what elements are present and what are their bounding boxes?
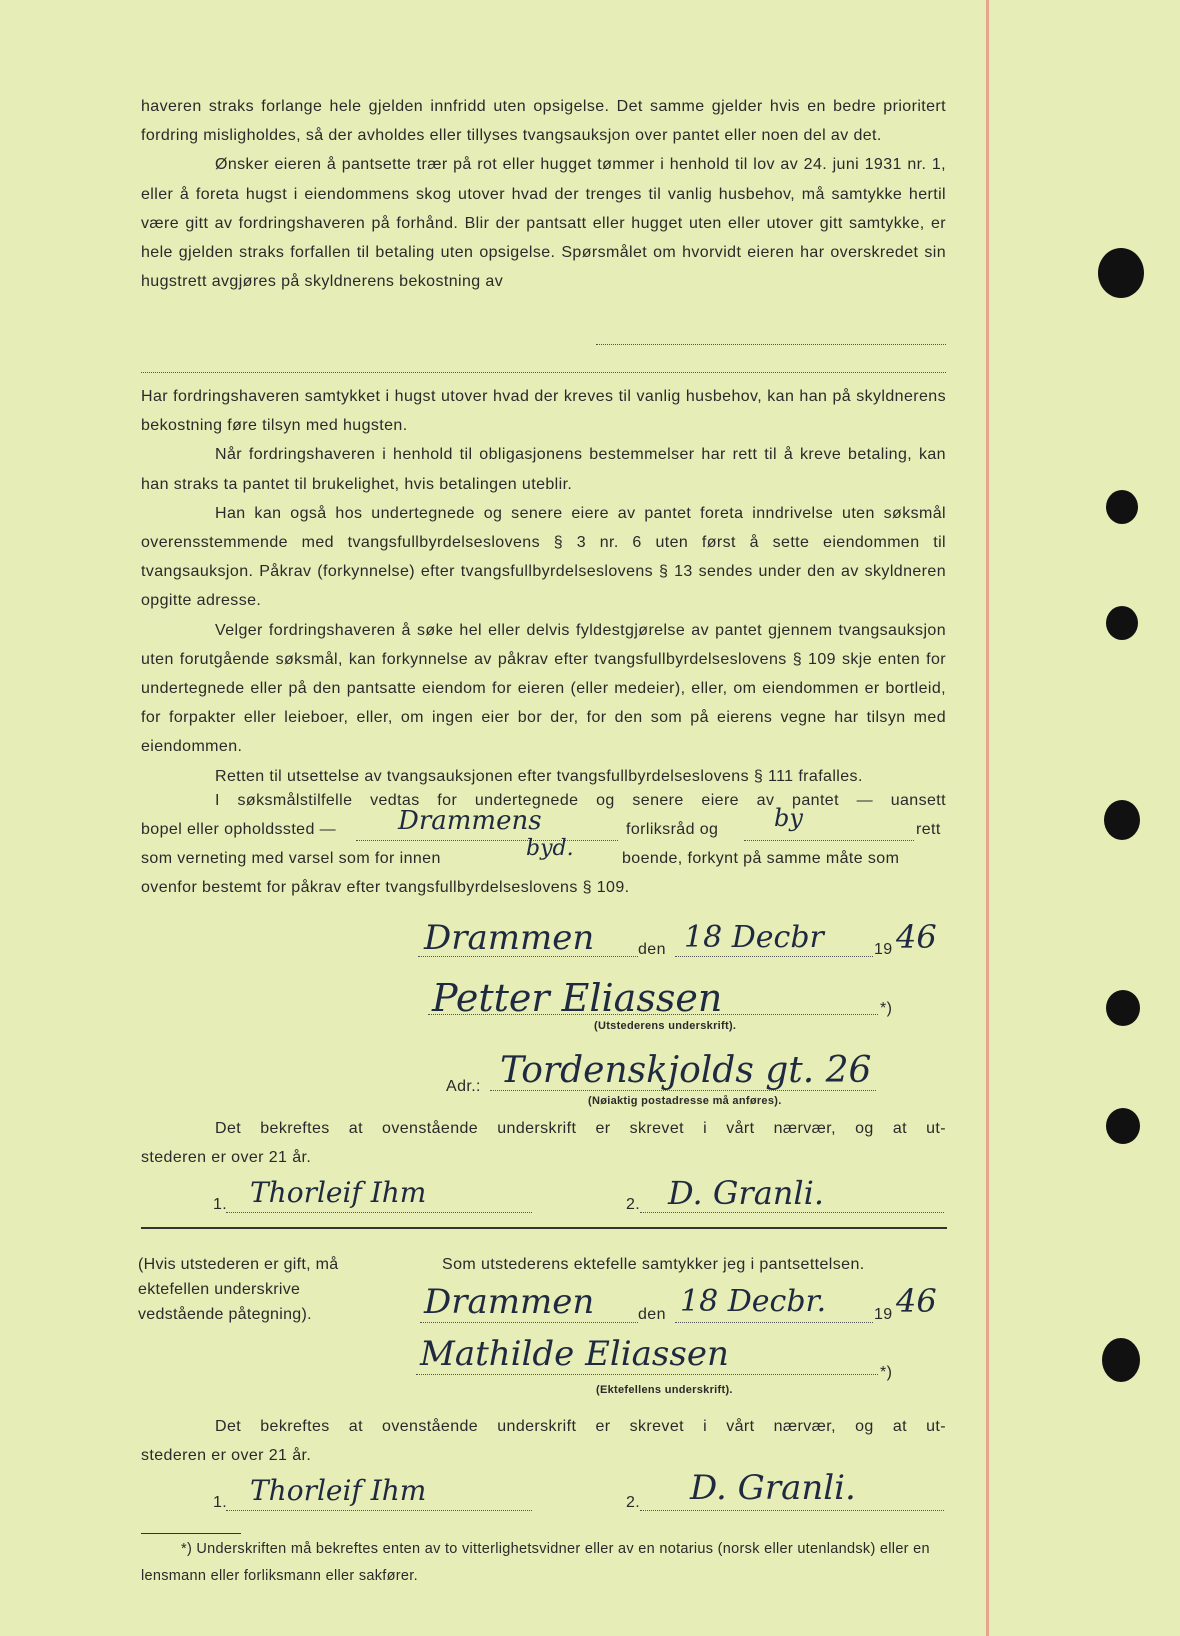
dotted-fill-line (226, 1510, 532, 1511)
dotted-fill-line (418, 956, 638, 957)
dotted-fill-line (640, 1510, 944, 1511)
spouse-signature: Mathilde Eliassen (420, 1334, 729, 1374)
footnote: *) Underskriften må bekreftes enten av to vitterlighetsvidner eller av en notarius (norsk eller utenlandsk) eller en lensmann eller forliksmann eller sakfører. (141, 1541, 930, 1584)
address-caption: (Nøiaktig postadresse må anføres). (588, 1095, 782, 1107)
dotted-fill-line (744, 840, 914, 841)
red-margin-line (986, 0, 989, 1636)
witness-1-signature: Thorleif Ihm (250, 1176, 427, 1209)
venue-line-2-start: bopel eller opholdssted — (141, 821, 337, 838)
punch-hole (1104, 800, 1140, 840)
witness-1-text-line-1: Det bekreftes at ovenstående underskrift er skrevet i vårt nærvær, og at ut- (215, 1120, 946, 1137)
body-paragraph: Når fordringshaveren i henhold til obligasjonens bestemmelser har rett til å kreve betaling, kan han straks ta pantet til brukelighet, hvis betalingen uteblir. (141, 446, 946, 493)
witness-4-signature: D. Granli. (690, 1468, 856, 1508)
venue-line-4: ovenfor bestemt for påkrav efter tvangsfullbyrdelseslovens § 109. (141, 879, 630, 896)
body-paragraph: Retten til utsettelse av tvangsauksjonen efter tvangsfullbyrdelseslovens § 111 frafalles. (215, 767, 863, 785)
body-paragraph: Ønsker eieren å pantsette trær på rot eller hugget tømmer i henhold til lov av 24. juni 1931 nr. 1, eller å foreta hugst i eiendommens skog utover hvad der trenges til vanlig husbehov, må samtykke hertil være gitt av fordringshaveren på forhånd. Blir der pantsatt eller hugget uten eller utover gitt samtykke, er hele gjelden straks forfallen til betaling uten opsigelse. Spørsmålet om hvorvidt eieren har overskredet sin hugstrett avgjøres på skyldnerens bekostning av (141, 156, 946, 291)
punch-hole (1106, 990, 1140, 1026)
witness-2-text-line-1: Det bekreftes at ovenstående underskrift er skrevet i vårt nærvær, og at ut- (215, 1418, 946, 1435)
dotted-fill-line (420, 1322, 638, 1323)
body-paragraph: Han kan også hos undertegnede og senere eiere av pantet foreta inndrivelse uten søksmål overensstemmende med tvangsfullbyrdelseslovens § 3 nr. 6 uten først å sette eiendommen til tvangsauksjon. Påkrav (forkynnelse) efter tvangsfullbyrdelseslovens § 13 sendes under den av skyldneren opgitte adresse. (141, 504, 946, 610)
handwritten-place: Drammen (424, 918, 595, 958)
dotted-fill-line (640, 1212, 944, 1213)
spouse-handwritten-place: Drammen (424, 1282, 595, 1322)
date-den-label: den (638, 941, 666, 958)
witness-4-number: 2. (626, 1494, 641, 1511)
witness-2-text-line-2: stederen er over 21 år. (141, 1447, 312, 1464)
dotted-fill-line (490, 1090, 876, 1091)
handwritten-venue-court: by (774, 804, 803, 832)
dotted-fill-line (428, 1014, 878, 1015)
issuer-signature: Petter Eliassen (432, 976, 723, 1020)
witness-1-text-line-2: stederen er over 21 år. (141, 1149, 312, 1166)
witness-2-number: 2. (626, 1196, 641, 1213)
body-paragraph: haveren straks forlange hele gjelden innfridd uten opsigelse. Det samme gjelder hvis en bedre prioritert fordring misligholdes, så der avholdes eller tillyses tvangsauksjon over pantet eller noen del av det. (141, 98, 946, 145)
punch-hole (1102, 1338, 1140, 1382)
dotted-fill-line (356, 840, 618, 841)
spouse-handwritten-year: 46 (896, 1282, 937, 1320)
spouse-year-prefix: 19 (874, 1306, 893, 1323)
punch-hole (1106, 1108, 1140, 1144)
dotted-fill-line (226, 1212, 532, 1213)
dotted-fill-line (141, 372, 946, 373)
handwritten-date: 18 Decbr (684, 920, 824, 955)
witness-3-number: 1. (213, 1494, 228, 1511)
witness-1-number: 1. (213, 1196, 228, 1213)
punch-hole (1106, 490, 1138, 524)
dotted-fill-line (675, 956, 873, 957)
section-divider (141, 1227, 947, 1229)
witness-2-signature: D. Granli. (668, 1174, 825, 1212)
handwritten-year: 46 (896, 918, 937, 956)
spouse-signature-caption: (Ektefellens underskrift). (596, 1384, 733, 1396)
venue-line-3-start: som verneting med varsel som for innen (141, 850, 441, 867)
witness-3-signature: Thorleif Ihm (250, 1474, 427, 1507)
address-label: Adr.: (446, 1078, 481, 1095)
spouse-handwritten-date: 18 Decbr. (680, 1284, 827, 1319)
venue-line-2-end: rett (916, 821, 941, 838)
dotted-fill-line (675, 1322, 873, 1323)
dotted-fill-line (416, 1374, 878, 1375)
body-paragraph: Har fordringshaveren samtykket i hugst utover hvad der kreves til vanlig husbehov, kan han på skyldnerens bekostning føre tilsyn med hugsten. (141, 388, 946, 435)
signature-footnote-marker: *) (880, 1000, 893, 1017)
footnote-divider (141, 1533, 241, 1534)
spouse-consent-text: Som utstederens ektefelle samtykker jeg i pantsettelsen. (442, 1256, 865, 1273)
year-prefix: 19 (874, 941, 893, 958)
handwritten-address: Tordenskjolds gt. 26 (500, 1050, 872, 1091)
dotted-fill-line (596, 344, 946, 345)
punch-hole (1106, 606, 1138, 640)
punch-hole (1098, 248, 1144, 298)
handwritten-venue-place: Drammens (398, 806, 542, 836)
issuer-signature-caption: (Utstederens underskrift). (594, 1020, 737, 1032)
body-block-1 (141, 92, 946, 296)
spouse-footnote-marker: *) (880, 1364, 893, 1381)
spouse-den-label: den (638, 1306, 666, 1323)
handwritten-venue-within: byd. (526, 836, 574, 861)
spouse-instruction-note: (Hvis utstederen er gift, må ektefellen underskrive vedstående påtegning). (138, 1256, 339, 1323)
venue-line-2-mid: forliksråd og (626, 821, 719, 838)
venue-line-1: I søksmålstilfelle vedtas for undertegnede og senere eiere av pantet — uansett (215, 792, 946, 809)
body-paragraph: Velger fordringshaveren å søke hel eller delvis fyldestgjørelse av pantet gjennem tvangsauksjon uten forutgående søksmål, kan forkynnelse av påkrav efter tvangsfullbyrdelseslovens § 109 skje enten for undertegnede eller på den pantsatte eiendom for eieren (eller medeier), eller, om eiendommen er bortleid, for forpakter eller leieboer, eller, om ingen eier bor der, for den som på eierens vegne har tilsyn med eiendommen. (141, 621, 946, 756)
venue-line-3-end: boende, forkynt på samme måte som (622, 850, 900, 867)
body-block-2 (141, 382, 946, 791)
